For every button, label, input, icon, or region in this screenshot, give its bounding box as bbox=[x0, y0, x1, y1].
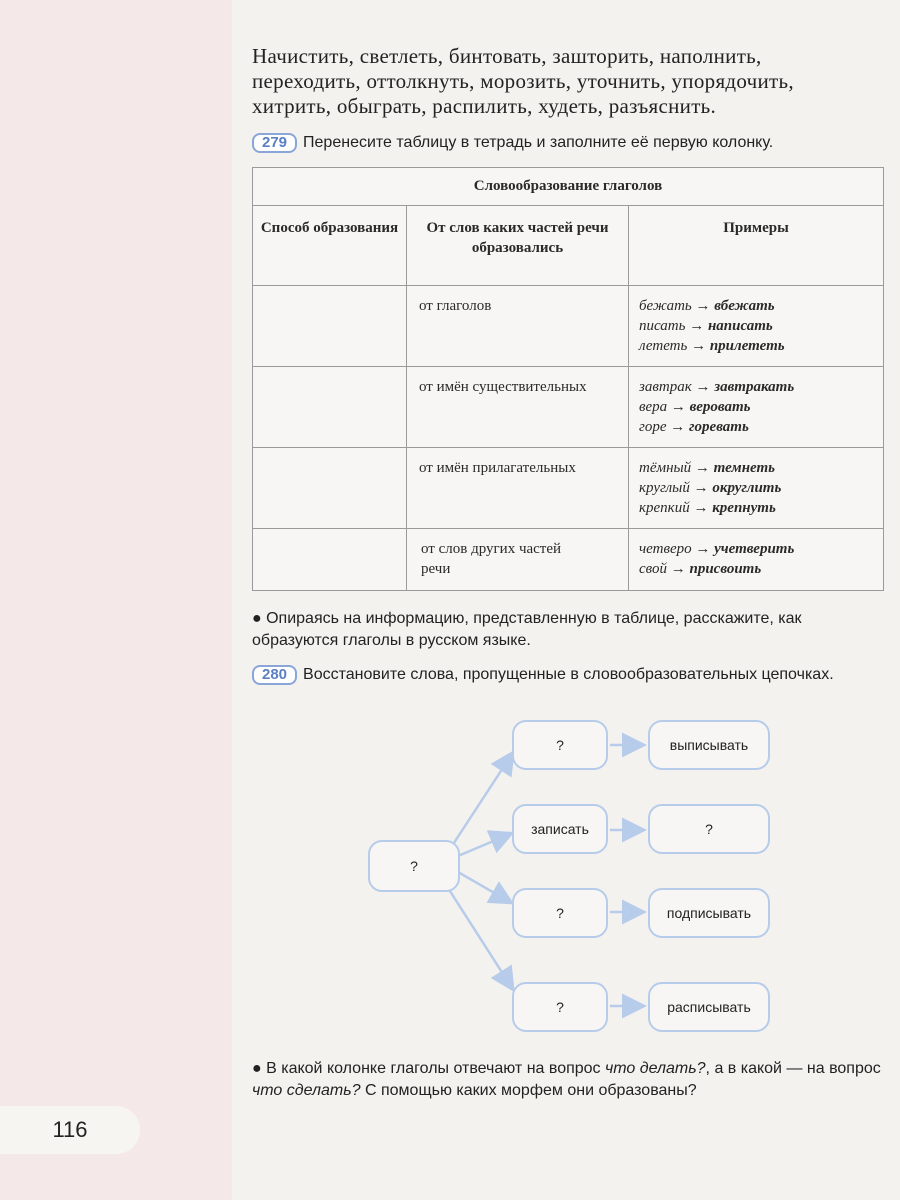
examples-cell bbox=[629, 529, 884, 591]
column-header: От слов каких частей речи образовались bbox=[407, 206, 629, 286]
right-word-box: подписывать bbox=[648, 888, 770, 938]
example-line: горе → горевать bbox=[639, 419, 749, 435]
word-line: Начистить, светлеть, бинтовать, зашторить, наполнить, bbox=[252, 44, 762, 68]
example-line: вера → веровать bbox=[639, 399, 751, 415]
example-line: писать → написать bbox=[639, 318, 773, 334]
middle-word-box: ? bbox=[512, 720, 608, 770]
example-line: четверо → учетверить bbox=[639, 541, 795, 557]
column-header: Примеры bbox=[629, 206, 884, 286]
method-cell bbox=[253, 448, 407, 529]
question-phrase: что делать? bbox=[605, 1060, 706, 1077]
word-line: хитрить, обыграть, распилить, худеть, разъяснить. bbox=[252, 94, 717, 118]
word-list bbox=[252, 44, 892, 119]
word-line: переходить, оттолкнуть, морозить, уточнить, упорядочить, bbox=[252, 69, 794, 93]
right-word-box: расписывать bbox=[648, 982, 770, 1032]
root-word-box: ? bbox=[368, 840, 460, 892]
task-text: Перенесите таблицу в тетрадь и заполните её первую колонку. bbox=[303, 134, 774, 151]
verb-formation-table bbox=[252, 167, 884, 591]
question-phrase: что сделать? bbox=[252, 1082, 361, 1099]
bullet-question-1: ● Опираясь на информацию, представленную в таблице, расскажите, как образуются глаголы в русском языке. bbox=[252, 610, 802, 649]
task-text: Восстановите слова, пропущенные в словообразовательных цепочках. bbox=[303, 666, 834, 683]
example-line: завтрак → завтракать bbox=[639, 379, 795, 395]
examples-cell bbox=[629, 286, 884, 367]
middle-word-box: записать bbox=[512, 804, 608, 854]
method-cell bbox=[253, 529, 407, 591]
example-line: лететь → прилететь bbox=[639, 338, 785, 354]
example-line: тёмный → темнеть bbox=[639, 460, 776, 476]
task-number-badge: 280 bbox=[252, 665, 297, 685]
middle-word-box: ? bbox=[512, 888, 608, 938]
column-header: Способ образования bbox=[253, 206, 407, 286]
example-line: бежать → вбежать bbox=[639, 298, 775, 314]
example-line: свой → присвоить bbox=[639, 561, 762, 577]
task-279 bbox=[252, 132, 773, 154]
method-cell bbox=[253, 286, 407, 367]
examples-cell bbox=[629, 448, 884, 529]
table-caption: Словообразование глаголов bbox=[253, 168, 884, 206]
right-word-box: выписывать bbox=[648, 720, 770, 770]
right-word-box: ? bbox=[648, 804, 770, 854]
example-line: круглый → округлить bbox=[639, 480, 782, 496]
part-of-speech-cell: от слов других частей речи bbox=[407, 529, 629, 591]
part-of-speech-cell: от имён прилагательных bbox=[407, 448, 629, 529]
task-280 bbox=[252, 664, 886, 686]
method-cell bbox=[253, 367, 407, 448]
bullet-text: Опираясь на информацию, представленную в таблице, расскажите, как образуются глаголы в русском языке. bbox=[252, 610, 802, 649]
page-number: 116 bbox=[0, 1106, 140, 1154]
examples-cell bbox=[629, 367, 884, 448]
part-of-speech-cell: от имён существительных bbox=[407, 367, 629, 448]
example-line: крепкий → крепнуть bbox=[639, 500, 776, 516]
task-number-badge: 279 bbox=[252, 133, 297, 153]
part-of-speech-cell: от глаголов bbox=[407, 286, 629, 367]
middle-word-box: ? bbox=[512, 982, 608, 1032]
page-margin bbox=[0, 0, 232, 1200]
bullet-question-2: ● В какой колонке глаголы отвечают на вопрос что делать?, а в какой — на вопрос что сделать? С помощью каких морфем они образованы? bbox=[252, 1060, 881, 1099]
